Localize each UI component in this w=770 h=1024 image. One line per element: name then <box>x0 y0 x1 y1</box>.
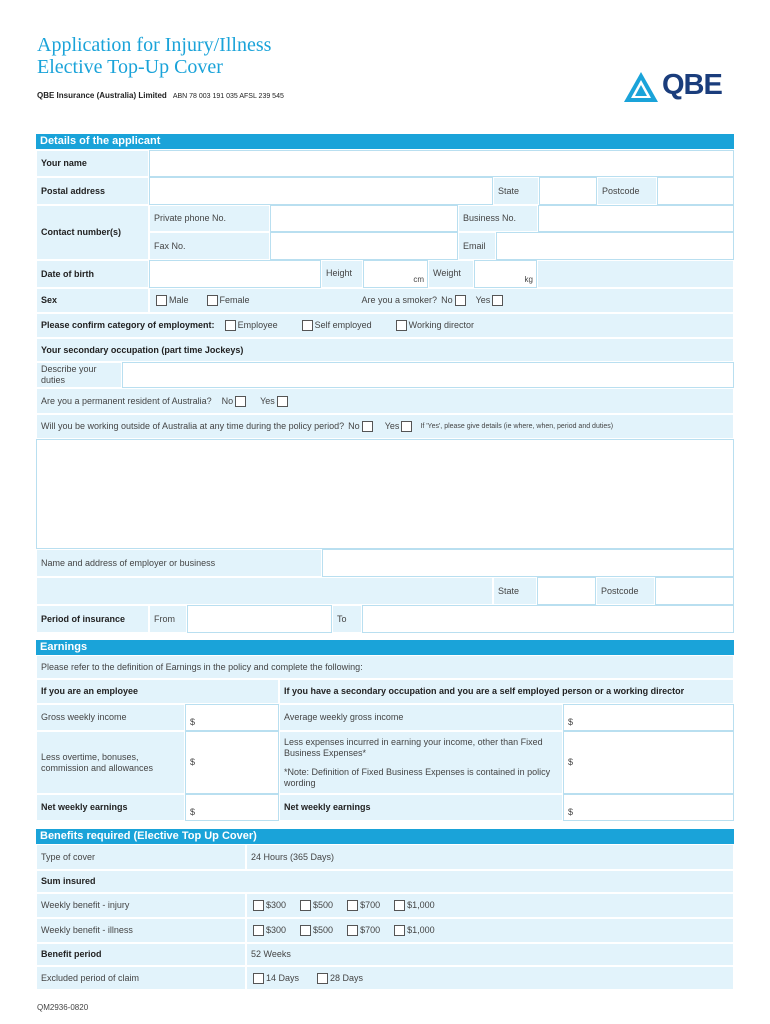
illness-500-checkbox[interactable] <box>300 925 311 936</box>
business-no-field[interactable] <box>538 205 734 232</box>
days14-checkbox[interactable] <box>253 973 264 984</box>
your-name-label: Your name <box>36 150 149 177</box>
self-employed-label: Self employed <box>314 320 372 330</box>
if-secondary-heading: If you have a secondary occupation and you are a self employed person or a working director <box>279 679 734 704</box>
to-label: To <box>332 605 362 633</box>
smoker-no-label: No <box>441 295 453 305</box>
resident-no-label: No <box>221 395 234 406</box>
height-field[interactable] <box>363 260 428 288</box>
net-weekly-secondary-field[interactable] <box>563 794 734 821</box>
days14-label: 14 Days <box>266 972 300 983</box>
email-label: Email <box>458 232 496 260</box>
blank-cell <box>537 260 734 288</box>
to-field[interactable] <box>362 605 734 633</box>
resident-row <box>36 388 734 414</box>
benefit-period-label: Benefit period <box>36 943 246 966</box>
net-weekly-label: Net weekly earnings <box>36 794 185 821</box>
illness-300-checkbox[interactable] <box>253 925 264 936</box>
less-overtime-label: Less overtime, bonuses, commission and allowances <box>36 731 185 794</box>
gross-weekly-label: Gross weekly income <box>36 704 185 731</box>
avg-weekly-field[interactable] <box>563 704 734 731</box>
abn-text: ABN 78 003 191 035 AFSL 239 545 <box>172 93 284 100</box>
less-expenses-cell <box>279 731 563 794</box>
male-label: Male <box>169 295 189 305</box>
dollar-sign: $ <box>568 717 574 727</box>
employee-label: Employee <box>237 320 278 330</box>
fixed-expenses-note: *Note: Definition of Fixed Business Expenses is contained in policy wording <box>284 766 551 788</box>
less-expenses-field[interactable] <box>563 731 734 794</box>
gross-weekly-field[interactable] <box>185 704 279 731</box>
female-label: Female <box>219 295 250 305</box>
injury-500-label: $500 <box>313 900 334 910</box>
resident-no-checkbox[interactable] <box>235 396 246 407</box>
employer-state-label: State <box>493 577 537 605</box>
smoker-no-checkbox[interactable] <box>455 295 466 306</box>
less-overtime-field[interactable] <box>185 731 279 794</box>
form-title <box>37 34 271 78</box>
sex-label: Sex <box>36 288 149 313</box>
working-outside-label: Will you be working outside of Australia at any time during the policy period? <box>41 421 345 431</box>
illness-700-checkbox[interactable] <box>347 925 358 936</box>
days28-label: 28 Days <box>330 972 364 983</box>
weight-label: Weight <box>428 260 474 288</box>
contact-numbers-label: Contact number(s) <box>36 205 149 260</box>
postal-address-field[interactable] <box>149 177 493 205</box>
if-yes-note: If 'Yes', please give details (ie where, when, period and duties) <box>420 423 614 430</box>
injury-1000-checkbox[interactable] <box>394 900 405 911</box>
section-earnings-header: Earnings <box>36 640 734 655</box>
illness-300-label: $300 <box>266 925 287 935</box>
employer-postcode-field[interactable] <box>655 577 734 605</box>
employer-state-field[interactable] <box>537 577 596 605</box>
injury-300-label: $300 <box>266 900 287 910</box>
fax-no-field[interactable] <box>270 232 458 260</box>
resident-label: Are you a permanent resident of Australia? <box>41 395 212 406</box>
employer-postcode-label: Postcode <box>596 577 655 605</box>
dollar-sign: $ <box>568 757 574 767</box>
weekly-illness-label: Weekly benefit - illness <box>36 918 246 943</box>
title-line-1: Application for Injury/Illness <box>37 34 272 56</box>
dollar-sign: $ <box>568 807 574 817</box>
avg-weekly-label: Average weekly gross income <box>279 704 563 731</box>
outside-details-field[interactable] <box>36 439 734 549</box>
resident-yes-checkbox[interactable] <box>277 396 288 407</box>
weekly-injury-label: Weekly benefit - injury <box>36 893 246 918</box>
male-checkbox[interactable] <box>156 295 167 306</box>
email-field[interactable] <box>496 232 734 260</box>
dollar-sign: $ <box>190 717 196 727</box>
female-checkbox[interactable] <box>207 295 218 306</box>
postal-address-label: Postal address <box>36 177 149 205</box>
dollar-sign: $ <box>190 757 196 767</box>
from-field[interactable] <box>187 605 332 633</box>
section-applicant-header: Details of the applicant <box>36 134 734 149</box>
height-label: Height <box>321 260 363 288</box>
secondary-occupation-label: Your secondary occupation (part time Jockeys) <box>36 338 734 362</box>
private-phone-field[interactable] <box>270 205 458 232</box>
employment-row <box>36 313 734 338</box>
state-field[interactable] <box>539 177 597 205</box>
period-label: Period of insurance <box>36 605 149 633</box>
weekly-illness-options <box>246 918 734 943</box>
postcode-field[interactable] <box>657 177 734 205</box>
describe-duties-field[interactable] <box>122 362 734 388</box>
employment-label: Please confirm category of employment: <box>41 320 215 330</box>
employer-field[interactable] <box>322 549 734 577</box>
smoker-yes-label: Yes <box>475 295 491 305</box>
title-line-2: Elective Top-Up Cover <box>37 56 223 78</box>
qbe-emblem-icon <box>624 72 658 102</box>
weekly-injury-options <box>246 893 734 918</box>
days28-checkbox[interactable] <box>317 973 328 984</box>
describe-duties-label: Describe your duties <box>36 362 122 388</box>
employer-address-cell <box>36 577 493 605</box>
type-of-cover-value: 24 Hours (365 Days) <box>246 844 734 870</box>
working-director-checkbox[interactable] <box>396 320 407 331</box>
from-label: From <box>149 605 187 633</box>
outside-no-checkbox[interactable] <box>362 421 373 432</box>
type-of-cover-label: Type of cover <box>36 844 246 870</box>
net-weekly-secondary-label: Net weekly earnings <box>279 794 563 821</box>
smoker-yes-checkbox[interactable] <box>492 295 503 306</box>
private-phone-label: Private phone No. <box>149 205 270 232</box>
sex-row <box>149 288 734 313</box>
sum-insured-label: Sum insured <box>36 870 734 893</box>
weight-field[interactable] <box>474 260 537 288</box>
your-name-field[interactable] <box>149 150 734 177</box>
dob-field[interactable] <box>149 260 321 288</box>
if-employee-heading: If you are an employee <box>36 679 279 704</box>
injury-500-checkbox[interactable] <box>300 900 311 911</box>
state-label: State <box>493 177 539 205</box>
illness-1000-label: $1,000 <box>407 925 435 935</box>
injury-700-label: $700 <box>360 900 381 910</box>
kg-unit: kg <box>524 275 533 284</box>
earnings-intro: Please refer to the definition of Earnings in the policy and complete the following: <box>36 655 734 679</box>
injury-700-checkbox[interactable] <box>347 900 358 911</box>
injury-1000-label: $1,000 <box>407 900 435 910</box>
outside-no-label: No <box>348 421 360 431</box>
illness-1000-checkbox[interactable] <box>394 925 405 936</box>
section-benefits-header: Benefits required (Elective Top Up Cover) <box>36 829 734 844</box>
business-no-label: Business No. <box>458 205 538 232</box>
excluded-period-label: Excluded period of claim <box>36 966 246 990</box>
excluded-period-options <box>246 966 734 990</box>
cm-unit: cm <box>413 275 424 284</box>
qbe-logo <box>624 70 724 104</box>
postcode-label: Postcode <box>597 177 657 205</box>
company-name: QBE Insurance (Australia) Limited <box>37 91 167 100</box>
working-outside-row <box>36 414 734 439</box>
self-employed-checkbox[interactable] <box>302 320 313 331</box>
dob-label: Date of birth <box>36 260 149 288</box>
employee-checkbox[interactable] <box>225 320 236 331</box>
less-expenses-label: Less expenses incurred in earning your income, other than Fixed Business Expenses* <box>284 736 543 758</box>
employer-label: Name and address of employer or business <box>36 549 322 577</box>
illness-700-label: $700 <box>360 925 381 935</box>
outside-yes-label: Yes <box>384 421 400 431</box>
outside-yes-checkbox[interactable] <box>401 421 412 432</box>
smoker-label: Are you a smoker? <box>361 295 438 305</box>
fax-no-label: Fax No. <box>149 232 270 260</box>
net-weekly-field[interactable] <box>185 794 279 821</box>
benefit-period-value: 52 Weeks <box>246 943 734 966</box>
form-code: QM2936-0820 <box>37 1003 89 1012</box>
resident-yes-label: Yes <box>260 395 275 406</box>
illness-500-label: $500 <box>313 925 334 935</box>
working-director-label: Working director <box>408 320 474 330</box>
injury-300-checkbox[interactable] <box>253 900 264 911</box>
logo-text: QBE <box>662 69 722 101</box>
dollar-sign: $ <box>190 807 196 817</box>
company-line <box>37 91 284 100</box>
